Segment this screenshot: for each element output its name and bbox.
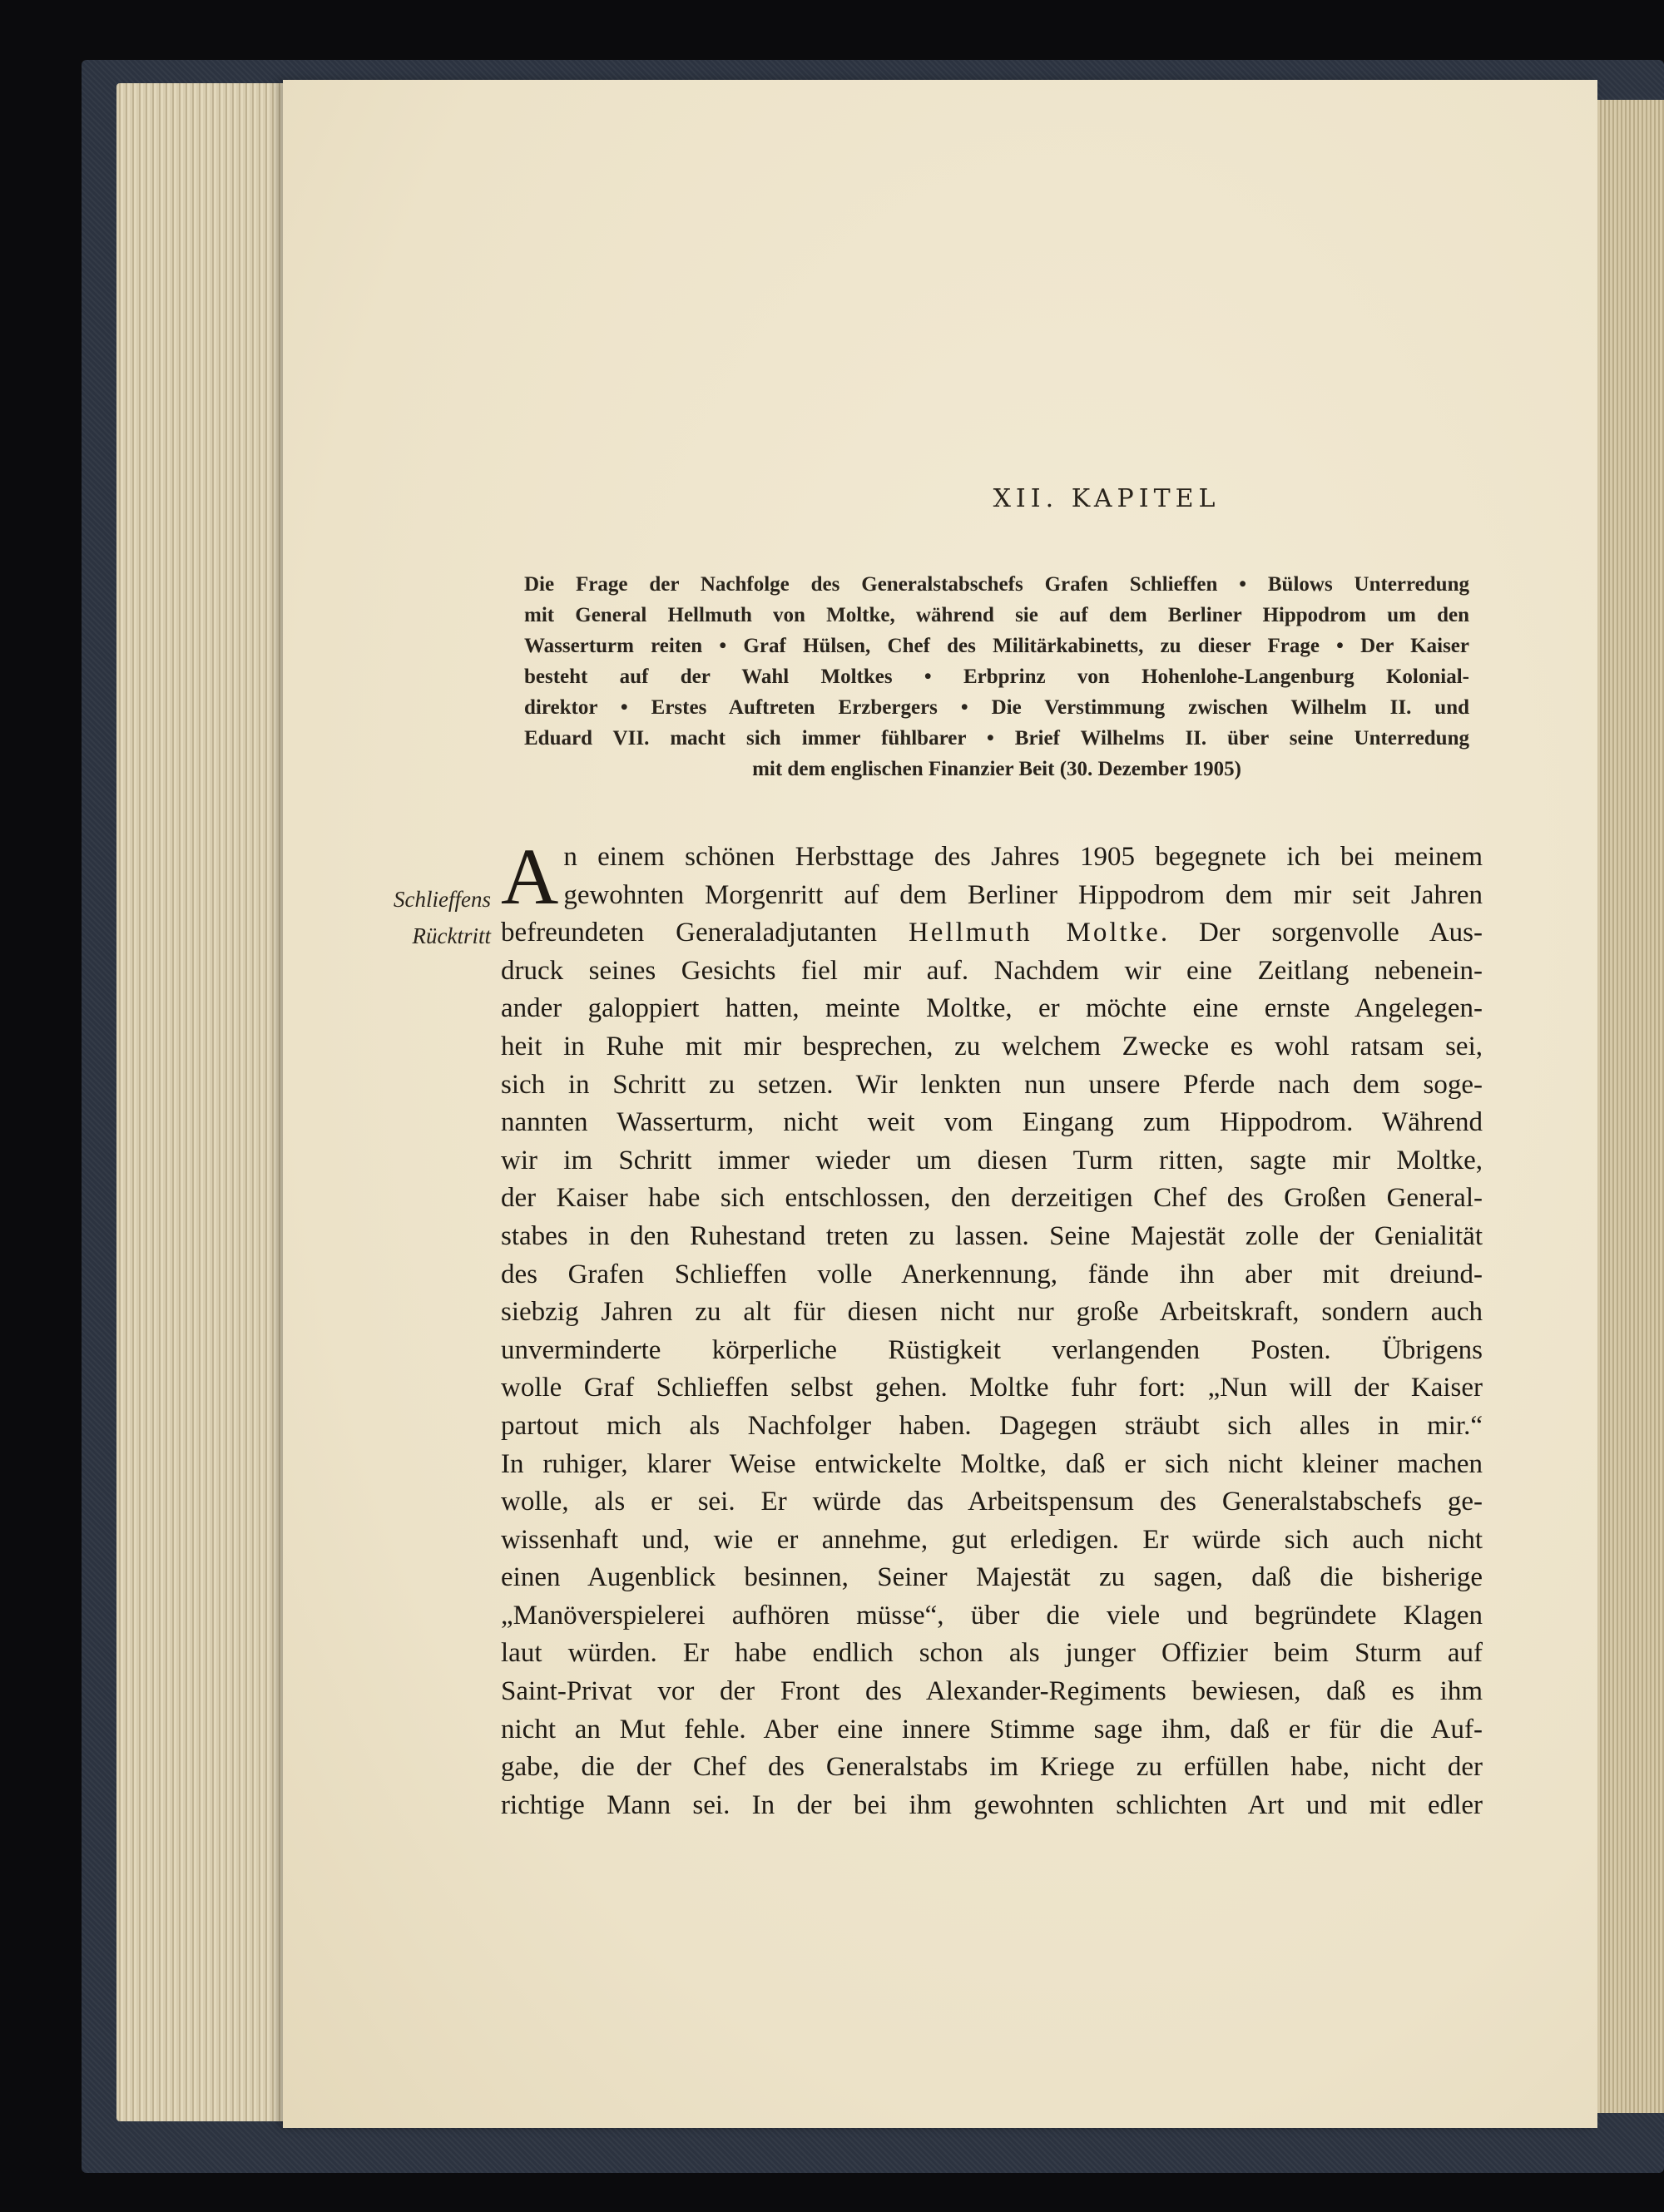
body-line: wolle, als er sei. Er würde das Arbeitspensum des Generalstabschefs ge-	[501, 1487, 1483, 1517]
summary-line: direktor • Erstes Auftreten Erzbergers • Die Verstimmung zwischen Wilhelm II. und	[524, 696, 1469, 719]
body-line: Saint-Privat vor der Front des Alexander-Regiments bewiesen, daß es ihm	[501, 1676, 1483, 1707]
chapter-title: XII. KAPITEL	[993, 484, 1221, 513]
summary-line: Wasserturm reiten • Graf Hülsen, Chef des Militärkabinetts, zu dieser Frage • Der Kaiser	[524, 635, 1469, 657]
summary-line: Die Frage der Nachfolge des Generalstabschefs Grafen Schlieffen • Bülows Unterredung	[524, 573, 1469, 596]
body-line-part: befreundeten Generaladjutanten	[501, 918, 909, 948]
body-text	[501, 832, 1483, 1824]
body-line: wissenhaft und, wie er annehme, gut erledigen. Er würde sich auch nicht	[501, 1524, 1483, 1555]
page-stack-right	[1597, 100, 1664, 2113]
body-line: einen Augenblick besinnen, Seiner Majestät zu sagen, daß die bisherige	[501, 1562, 1483, 1593]
body-line: siebzig Jahren zu alt für diesen nicht nur große Arbeitskraft, sondern auch	[501, 1297, 1483, 1328]
body-line: wolle Graf Schlieffen selbst gehen. Moltke fuhr fort: „Nun will der Kaiser	[501, 1373, 1483, 1403]
body-line: ander galoppiert hatten, meinte Moltke, er möchte eine ernste Angelegen-	[501, 993, 1483, 1024]
person-name: Hellmuth Moltke	[908, 918, 1161, 948]
body-line: richtige Mann sei. In der bei ihm gewohnten schlichten Art und mit edler	[501, 1789, 1483, 1820]
body-line: laut würden. Er habe endlich schon als junger Offizier beim Sturm auf	[501, 1638, 1483, 1669]
body-line: partout mich als Nachfolger haben. Dagegen sträubt sich alles in mir.“	[501, 1410, 1483, 1441]
body-line: unverminderte körperliche Rüstigkeit verlangenden Posten. Übrigens	[501, 1334, 1483, 1365]
body-line: n einem schönen Herbsttage des Jahres 1905 begegnete ich bei meinem	[563, 842, 1483, 872]
body-line: des Grafen Schlieffen volle Anerkennung, fände ihn aber mit dreiund-	[501, 1259, 1483, 1289]
body-line: wir im Schritt immer wieder um diesen Turm ritten, sagte mir Moltke,	[501, 1145, 1483, 1175]
margin-note-line: Rücktritt	[412, 923, 491, 948]
body-line	[501, 914, 1483, 953]
body-line: der Kaiser habe sich entschlossen, den derzeitigen Chef des Großen General-	[501, 1183, 1483, 1214]
summary-line: mit dem englischen Finanzier Beit (30. Dezember 1905)	[752, 758, 1241, 780]
body-line: stabes in den Ruhestand treten zu lassen. Seine Majestät zolle der Genialität	[501, 1220, 1483, 1251]
summary-line: besteht auf der Wahl Moltkes • Erbprinz von Hohenlohe-Langenburg Kolonial-	[524, 666, 1469, 688]
drop-cap: A	[501, 832, 559, 921]
body-line: „Manöverspielerei aufhören müsse“, über die viele und begründete Klagen	[501, 1600, 1483, 1631]
body-line: druck seines Gesichts fiel mir auf. Nachdem wir eine Zeitlang nebenein-	[501, 955, 1483, 986]
body-line: nicht an Mut fehle. Aber eine innere Stimme sage ihm, daß er für die Auf-	[501, 1714, 1483, 1744]
page-stack-left	[116, 83, 308, 2121]
summary-line: Eduard VII. macht sich immer fühlbarer • Brief Wilhelms II. über seine Unterredung	[524, 727, 1469, 750]
body-line: In ruhiger, klarer Weise entwickelte Moltke, daß er sich nicht kleiner machen	[501, 1448, 1483, 1479]
body-line: heit in Ruhe mit mir besprechen, zu welchem Zwecke es wohl ratsam sei,	[501, 1031, 1483, 1061]
body-line: gewohnten Morgenritt auf dem Berliner Hippodrom dem mir seit Jahren	[563, 879, 1483, 910]
body-line: nannten Wasserturm, nicht weit vom Eingang zum Hippodrom. Während	[501, 1107, 1483, 1138]
margin-note-line: Schlieffens	[394, 887, 491, 912]
margin-note	[358, 881, 491, 954]
body-line-part: . Der sorgenvolle Aus-	[1160, 918, 1483, 948]
body-line: gabe, die der Chef des Generalstabs im Kriege zu erfüllen habe, nicht der	[501, 1752, 1483, 1783]
summary-line: mit General Hellmuth von Moltke, während sie auf dem Berliner Hippodrom um den	[524, 604, 1469, 626]
body-line: sich in Schritt zu setzen. Wir lenkten nun unsere Pferde nach dem soge-	[501, 1069, 1483, 1100]
chapter-summary	[524, 569, 1469, 784]
